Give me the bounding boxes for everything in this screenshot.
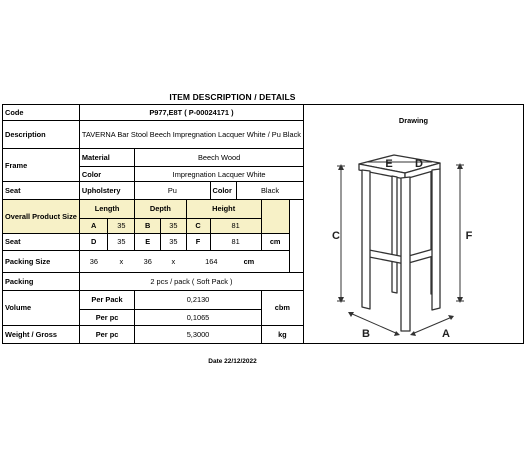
packing-times-1: x xyxy=(108,250,135,272)
packing-size-unit: cm xyxy=(237,250,262,272)
packing-height: 164 xyxy=(186,250,236,272)
seat-color-label: Color xyxy=(210,182,237,200)
drawing-title: Drawing xyxy=(398,116,429,125)
packing-label: Packing xyxy=(3,272,80,290)
dim-d-value: 35 xyxy=(108,233,135,250)
packing-value: 2 pcs / pack ( Soft Pack ) xyxy=(79,272,303,290)
volume-per-pack-label: Per Pack xyxy=(79,290,134,309)
frame-label: Frame xyxy=(3,149,80,182)
packing-times-2: x xyxy=(161,250,186,272)
dim-a-key: A xyxy=(79,218,108,233)
weight-unit: kg xyxy=(261,326,303,344)
length-header: Length xyxy=(79,200,134,218)
volume-per-pack-value: 0,2130 xyxy=(135,290,262,309)
dim-c-value: 81 xyxy=(210,218,261,233)
dim-label-c: C xyxy=(332,230,340,242)
dim-a-value: 35 xyxy=(108,218,135,233)
depth-header: Depth xyxy=(135,200,186,218)
dim-label-b: B xyxy=(362,328,370,340)
description-label: Description xyxy=(3,121,80,149)
dim-e-key: E xyxy=(135,233,161,250)
weight-per-pc-label: Per pc xyxy=(79,326,134,344)
dim-f-value: 81 xyxy=(210,233,261,250)
packing-length: 36 xyxy=(79,250,108,272)
dim-b-value: 35 xyxy=(161,218,186,233)
code-value: P977,E8T ( P-00024171 ) xyxy=(79,105,303,121)
dim-b-key: B xyxy=(135,218,161,233)
seat-size-label: Seat xyxy=(3,233,80,250)
seat-label: Seat xyxy=(3,182,80,200)
volume-unit: cbm xyxy=(261,290,303,325)
spec-table xyxy=(2,104,524,344)
frame-color-value: Impregnation Lacquer White xyxy=(135,167,304,182)
dim-label-f: F xyxy=(465,230,473,242)
weight-value: 5,3000 xyxy=(135,326,262,344)
upholstery-value: Pu xyxy=(135,182,210,200)
volume-label: Volume xyxy=(3,290,80,325)
code-label: Code xyxy=(3,105,80,121)
packing-size-label: Packing Size xyxy=(3,250,80,272)
weight-label: Weight / Gross xyxy=(3,326,80,344)
height-header: Height xyxy=(186,200,261,218)
volume-per-pc-value: 0,1065 xyxy=(135,310,262,326)
drawing-cell xyxy=(303,105,523,344)
dim-f-key: F xyxy=(186,233,210,250)
frame-color-label: Color xyxy=(79,167,134,182)
frame-material-value: Beech Wood xyxy=(135,149,304,167)
dim-d-key: D xyxy=(79,233,108,250)
bar-stool-drawing xyxy=(306,143,521,343)
dim-label-a: A xyxy=(442,328,450,340)
frame-material-label: Material xyxy=(79,149,134,167)
dim-c-key: C xyxy=(186,218,210,233)
dim-e-value: 35 xyxy=(161,233,186,250)
seat-color-value: Black xyxy=(237,182,304,200)
description-value: TAVERNA Bar Stool Beech Impregnation Lacquer White / Pu Black xyxy=(79,121,303,149)
overall-size-label: Overall Product Size xyxy=(3,200,80,233)
dim-label-e: E xyxy=(385,158,393,170)
document-date: Date 22/12/2022 xyxy=(208,358,257,365)
volume-per-pc-label: Per pc xyxy=(79,310,134,326)
dim-label-d: D xyxy=(415,158,423,170)
upholstery-label: Upholstery xyxy=(79,182,134,200)
packing-width: 36 xyxy=(135,250,161,272)
page-title: ITEM DESCRIPTION / DETAILS xyxy=(169,92,296,102)
seat-size-unit: cm xyxy=(261,233,289,250)
